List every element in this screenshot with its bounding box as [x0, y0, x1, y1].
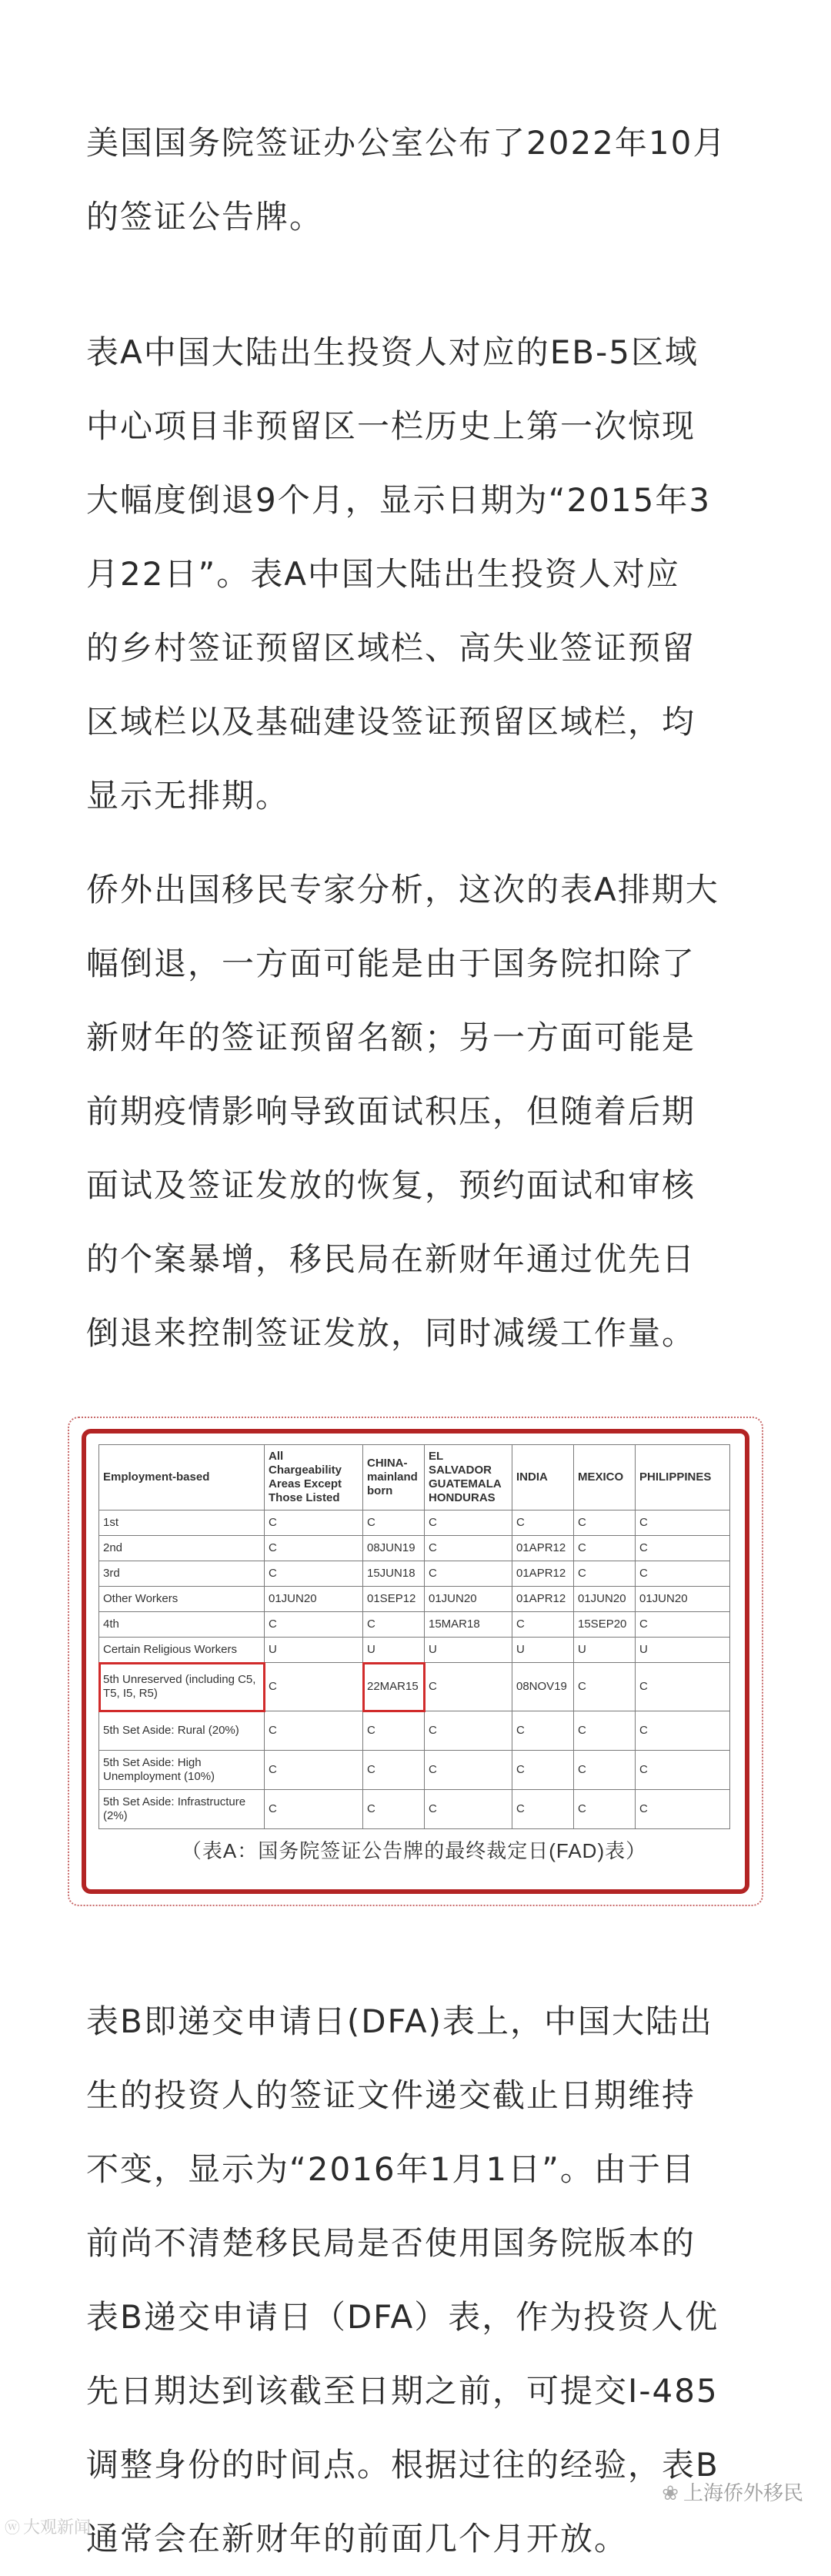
paragraph-line: 月22日”。表A中国大陆出生投资人对应 [86, 555, 680, 593]
date-cell: C [574, 1711, 636, 1751]
date-cell: 01JUN20 [265, 1587, 363, 1612]
table-row [99, 1612, 730, 1638]
date-cell: C [512, 1790, 574, 1829]
watermark-right-text: 上海侨外移民 [682, 2482, 803, 2505]
paragraph-line: 调整身份的时间点。根据过往的经验，表B [86, 2446, 719, 2484]
row-label-cell: 5th Set Aside: Infrastructure (2%) [99, 1790, 265, 1829]
watermark-right [662, 2477, 803, 2506]
date-cell: U [265, 1638, 363, 1663]
date-cell: C [425, 1711, 512, 1751]
date-cell: 01APR12 [512, 1536, 574, 1561]
date-cell: C [425, 1790, 512, 1829]
paragraph-line: 倒退来控制签证发放，同时减缓工作量。 [86, 1314, 696, 1352]
date-cell: C [636, 1711, 730, 1751]
date-cell: C [265, 1790, 363, 1829]
date-cell: 15JUN18 [363, 1561, 425, 1587]
date-cell: C [363, 1510, 425, 1536]
date-cell: C [574, 1790, 636, 1829]
date-cell: C [574, 1751, 636, 1790]
date-cell: C [265, 1751, 363, 1790]
date-cell: U [636, 1638, 730, 1663]
row-label-cell: 5th Set Aside: High Unemployment (10%) [99, 1751, 265, 1790]
wechat-icon: ❀ [662, 2482, 679, 2505]
row-label-cell: 2nd [99, 1536, 265, 1561]
table-caption: （表A：国务院签证公告牌的最终裁定日(FAD)表） [181, 1839, 647, 1862]
date-cell: U [574, 1638, 636, 1663]
weibo-icon: ⓦ [5, 2518, 20, 2537]
paragraph-analysis [86, 853, 763, 1370]
date-cell: U [425, 1638, 512, 1663]
row-label-cell: 5th Set Aside: Rural (20%) [99, 1711, 265, 1751]
date-cell: U [363, 1638, 425, 1663]
paragraph-line: 先日期达到该截至日期之前，可提交I-485 [86, 2372, 719, 2410]
date-cell: 15MAR18 [425, 1612, 512, 1638]
date-cell: C [574, 1536, 636, 1561]
date-cell: 01APR12 [512, 1587, 574, 1612]
header-el-salvador: EL SALVADOR GUATEMALA HONDURAS [425, 1445, 512, 1510]
date-cell: C [265, 1612, 363, 1638]
watermark-left-text: 大观新闻 [23, 2518, 92, 2538]
date-cell: 22MAR15 [363, 1663, 425, 1711]
date-cell: C [636, 1561, 730, 1587]
date-cell: 01SEP12 [363, 1587, 425, 1612]
date-cell: C [512, 1751, 574, 1790]
paragraph-line: 新财年的签证预留名额；另一方面可能是 [86, 1019, 696, 1056]
date-cell: 08JUN19 [363, 1536, 425, 1561]
paragraph-line: 的签证公告牌。 [86, 198, 324, 236]
date-cell: C [265, 1663, 363, 1711]
paragraph-line: 美国国务院签证办公室公布了2022年10月 [86, 124, 727, 162]
row-label-cell: 5th Unreserved (including C5, T5, I5, R5) [99, 1663, 265, 1711]
paragraph-line: 显示无排期。 [86, 777, 290, 815]
date-cell: C [363, 1711, 425, 1751]
visa-bulletin-table-image [98, 1444, 729, 1864]
date-cell: C [636, 1663, 730, 1711]
row-label-cell: 1st [99, 1510, 265, 1536]
date-cell: C [512, 1510, 574, 1536]
date-cell: C [636, 1751, 730, 1790]
date-cell: C [363, 1751, 425, 1790]
paragraph-line: 通常会在新财年的前面几个月开放。 [86, 2520, 629, 2558]
date-cell: 01JUN20 [636, 1587, 730, 1612]
paragraph-line: 幅倒退，一方面可能是由于国务院扣除了 [86, 945, 696, 982]
date-cell: C [425, 1536, 512, 1561]
table-header-row [99, 1445, 730, 1510]
paragraph-line: 前期疫情影响导致面试积压，但随着后期 [86, 1092, 696, 1130]
date-cell: 01JUN20 [574, 1587, 636, 1612]
visa-bulletin-table [98, 1444, 730, 1829]
date-cell: C [265, 1536, 363, 1561]
date-cell: C [363, 1612, 425, 1638]
paragraph-line: 不变，显示为“2016年1月1日”。由于目 [86, 2150, 696, 2188]
date-cell: C [425, 1561, 512, 1587]
date-cell: 15SEP20 [574, 1612, 636, 1638]
date-cell: 08NOV19 [512, 1663, 574, 1711]
date-cell: C [425, 1510, 512, 1536]
date-cell: U [512, 1638, 574, 1663]
table-row [99, 1510, 730, 1536]
date-cell: C [636, 1510, 730, 1536]
paragraph-line: 生的投资人的签证文件递交截止日期维持 [86, 2076, 696, 2114]
date-cell: C [574, 1510, 636, 1536]
date-cell: C [265, 1561, 363, 1587]
header-india: INDIA [512, 1445, 574, 1510]
header-china: CHINA-mainland born [363, 1445, 425, 1510]
date-cell: C [574, 1663, 636, 1711]
table-row [99, 1663, 730, 1711]
row-label-cell: Other Workers [99, 1587, 265, 1612]
table-row [99, 1751, 730, 1790]
date-cell: C [363, 1790, 425, 1829]
paragraph-line: 前尚不清楚移民局是否使用国务院版本的 [86, 2224, 696, 2262]
table-row [99, 1790, 730, 1829]
date-cell: C [636, 1790, 730, 1829]
paragraph-line: 面试及签证发放的恢复，预约面试和审核 [86, 1166, 696, 1204]
table-row [99, 1587, 730, 1612]
table-row [99, 1638, 730, 1663]
date-cell: C [512, 1711, 574, 1751]
paragraph-table-a [86, 316, 763, 833]
row-label-cell: 3rd [99, 1561, 265, 1587]
date-cell: 01APR12 [512, 1561, 574, 1587]
header-mexico: MEXICO [574, 1445, 636, 1510]
watermark-left [5, 2514, 91, 2538]
paragraph-line: 表B即递交申请日(DFA)表上，中国大陆出 [86, 2002, 713, 2040]
date-cell: C [265, 1510, 363, 1536]
header-philippines: PHILIPPINES [636, 1445, 730, 1510]
table-row [99, 1536, 730, 1561]
date-cell: C [265, 1711, 363, 1751]
paragraph-line: 大幅度倒退9个月，显示日期为“2015年3 [86, 481, 712, 519]
paragraph-line: 区域栏以及基础建设签证预留区域栏，均 [86, 703, 696, 741]
table-row [99, 1561, 730, 1587]
date-cell: C [512, 1612, 574, 1638]
table-row [99, 1711, 730, 1751]
row-label-cell: Certain Religious Workers [99, 1638, 265, 1663]
paragraph-line: 的乡村签证预留区域栏、高失业签证预留 [86, 629, 696, 667]
header-employment-based: Employment-based [99, 1445, 265, 1510]
paragraph-line: 表A中国大陆出生投资人对应的EB-5区域 [86, 333, 699, 371]
paragraph-intro [86, 106, 763, 254]
row-label-cell: 4th [99, 1612, 265, 1638]
date-cell: C [425, 1751, 512, 1790]
date-cell: C [636, 1612, 730, 1638]
paragraph-line: 侨外出国移民专家分析，这次的表A排期大 [86, 871, 719, 908]
paragraph-line: 的个案暴增，移民局在新财年通过优先日 [86, 1240, 696, 1278]
date-cell: C [574, 1561, 636, 1587]
paragraph-line: 中心项目非预留区一栏历史上第一次惊现 [86, 407, 696, 445]
date-cell: C [425, 1663, 512, 1711]
header-all-chargeability: All Chargeability Areas Except Those Listed [265, 1445, 363, 1510]
date-cell: C [636, 1536, 730, 1561]
date-cell: 01JUN20 [425, 1587, 512, 1612]
paragraph-line: 表B递交申请日（DFA）表，作为投资人优 [86, 2298, 719, 2336]
